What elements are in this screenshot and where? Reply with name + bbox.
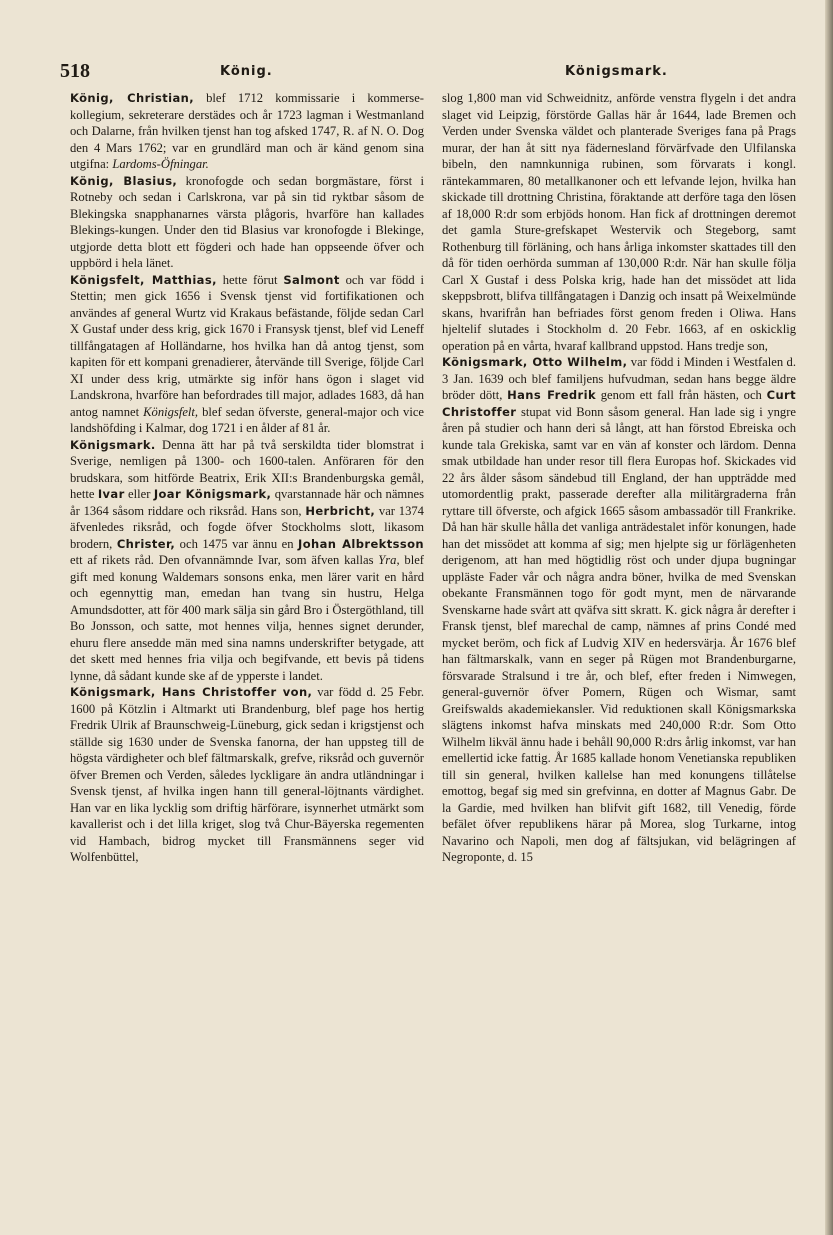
book-title: Lardoms-Öfningar. <box>112 157 209 171</box>
entry-text: qvarstannade här och nämnes år 1364 såsom riddare och riksråd. Hans son, <box>70 487 424 518</box>
entry-text: blef 1712 kommissarie i kommerse-kollegium, sekreterare derstädes och år 1723 lagman i Westmanland och Dalarne, från hvilken tjenst han tog afsked 1747, R. af N. O. Dog den 4 Mars 1762; var en grundlärd man och är känd genom sina utgifna: <box>70 91 424 171</box>
name-emphasis: Curt Christoffer <box>442 388 796 419</box>
entry-headword: Königsmark. <box>70 437 156 452</box>
entry-text: Denna ätt har på två serskildta tider blomstrat i Sverige, nemligen på 1300- och 1600-talen. Anföraren för den brudskara, som hitförde Beatrix, Erik XII:s Brandenburgska gemål, hette <box>70 437 424 501</box>
right-column <box>442 90 796 1205</box>
entry-konigsfelt-matthias <box>70 272 424 437</box>
running-head-left: König. <box>220 64 273 79</box>
entry-headword: König, Blasius, <box>70 173 178 188</box>
entry-text: hette förut <box>216 272 284 287</box>
entry-text: blef gift med konung Waldemars sonsons enka, men lärer varit en hård och egennyttig man, emedan han tvang sin hustru, Helga Amundsdotter, att för 400 mark sälja sin gård Bro i Östergöthland, till Bo Jonsson, och satte, mot hennes vilja, hennes signet derunder, ehuru flere ansedde män med sina namns underskrifter betygade, att det skett med hennes fria vilja och begifvande, ett bevis på tidens lynne, då sådant kunde ske af de ypperste i landet. <box>70 553 424 683</box>
name-italic: Yra, <box>378 553 400 567</box>
left-column <box>70 90 424 1205</box>
entry-konig-blasius <box>70 173 424 272</box>
name-emphasis: Christer, <box>116 536 176 551</box>
name-emphasis: Ivar <box>97 487 125 501</box>
entry-text: kronofogde och sedan borgmästare, först i Rotneby och sedan i Carlskrona, var på sin tid ryktbar såsom de Blekingska snapphanarnes värsta plågoris, hvarföre han kallades Blekings-kungen. Under den tid Blasius var kronofogde i Blekinge, utgjorde detta blott ett fögderi och hade han oppseende öfver och uppbörd i hela länet. <box>70 173 424 270</box>
entry-konig-christian <box>70 90 424 173</box>
entry-konigsmark <box>70 437 424 685</box>
name-emphasis: Hans Fredrik <box>507 388 596 402</box>
name-emphasis: Johan Albrektsson <box>298 536 424 551</box>
entry-konigsmark-otto-wilhelm <box>442 354 796 866</box>
entry-text: var född d. 25 Febr. 1600 på Kötzlin i Altmarkt uti Brandenburg, blef page hos hertig Fredrik Ulrik af Braunschweig-Lüneburg, gick sedan i krigstjenst och ställde sig 1630 under de Svenska fanorna, der han uppsteg till de högsta värdigheter och blef fältmarskalk, grefve, riksråd och guvernör öfver Bremen och Verden, således lyckligare än andra utländningar i Svensk tjenst, af hvilka ingen hann till general-löjtnants värdighet. Han var en lika lycklig som driftig härförare, isynnerhet utmärkt som kavallerist och i det lilla kriget, slog två Chur-Bäyerska regementen vid Hambach, bidrog mycket till Fransmännens seger vid Wolfenbüttel, <box>70 685 424 864</box>
entry-text: var 1374 äfvenledes riksråd, och fogde öfver Stockholms slott, likasom brodern, <box>70 503 424 551</box>
name-emphasis: Joar Königsmark, <box>153 487 272 501</box>
entry-headword: Königsmark, Otto Wilhelm, <box>442 355 628 369</box>
entry-konigsmark-hans-christoffer <box>70 684 424 866</box>
entry-text: och 1475 var ännu en <box>175 536 299 551</box>
page-number: 518 <box>60 60 90 82</box>
entry-text: var född i Minden i Westfalen d. 3 Jan. 1639 och blef familjens hufvudman, sedan hans begge äldre bröder dött, <box>442 355 796 402</box>
entry-headword: König, Christian, <box>70 91 194 105</box>
name-italic: Königsfelt, <box>143 404 199 419</box>
entry-headword: Königsfelt, Matthias, <box>70 272 217 287</box>
entry-headword: Königsmark, Hans Christoffer von, <box>70 685 313 699</box>
page-edge <box>825 0 833 1235</box>
name-emphasis: Salmont <box>283 272 340 287</box>
entry-text: slog 1,800 man vid Schweidnitz, anförde venstra flygeln i det andra slaget vid Leipzig, förstörde Gallas här år 1644, lade Bremen och Verden under Svenska väldet och planterade Sveriges fana på Prags murar, der han åt sitt nya fädernesland förvärfvade den Ulfilanska bibeln, den namnkunniga rubinen, som förvarats i kongl. räntekammaren, 80 metallkanoner och ett lefvande lejon, hvilka han skickade till drottning Christina, föraktande att derföre taga den lösen af 18,000 R:dr som erbjöds honom. Han fick af drottningen deremot det gamla Sture-grefskapet Westervik och Stegeborg, samt Rothenburg till förläning, och hans årliga inkomster skattades till den då för tiden oerhörda summan af 130,000 R:dr. När han skulle följa Carl X Gustaf i dess Polska krig, hade han det missödet att lida skeppsbrott, blifva tillfångatagen i Danzig och insatt på Weixelmünde skans, hvarifrån han befriades först genom freden i Oliwa. Hans hjeltelif slutades i Stockholm d. 20 Febr. 1663, af en oskicklig operation på en vårta, hvaraf kallbrand uppstod. Hans tredje son, <box>442 91 796 353</box>
running-head-right: Königsmark. <box>565 64 668 79</box>
entry-text: stupat vid Bonn såsom general. Han lade sig i yngre åren på studier och hann deri så långt, att han förstod Ebreiska och kunde tala Grekiska, samt var en vän af konster och lärdom. Denna smak utbildade han under resor till flera Europas hof. Skickades vid 22 års ålder såsom sändebud till England, der han uppträdde med utomordentlig prakt, passerade derefter alla militärgraderna från ryttare till öfverste, och afgick 1665 såsom ambassadör till Frankrike. Då han här skulle hålla det vanliga anträdestalet inför konungen, hade han det missödet att komma af sig; men hjelpte sig ur förlägenheten derigenom, att han med högtidlig röst och under djupa bugningar uppläste Fader vår och några andra böner, hvilka de med Svenskan obekante Fransmännen togo för godt mynt, men de närvarande Svenskarne hade svårt att qväfva sitt skratt. K. gick några år derefter i Fransk tjenst, blef marechal de camp, nämnes af prins Condé med mycket beröm, och fick af Ludvig XIV en hedersvärja. År 1676 blef han fältmarskalk, vann en seger på Rügen mot Brandenburgarne, försvarade Stralsund i tre år, och blef, efter freden i Nimwegen, general-guvernör öfver Pomern, Rügen och Wismar, samt Greifswalds akademiekansler. Vid reduktionen skall Königsmarkska slägtens inkomst hafva minskats med 240,000 R:dr. Som Otto Wilhelm likväl ännu hade i behåll 90,000 R:drs årlig inkomst, var han emellertid icke fattig. År 1685 kallade honom Venetianska republiken till sin general, hvilken kallelse han med konungens tillåtelse emottog, begaf sig med sin grefvinna, en dotter af Magnus Gabr. De la Gardie, med hvilken han blifvit gift 1682, till Venedig, förde befälet öfver republikens härar på Morea, slog Turkarne, intog Navarino och Napoli, men dog af fältsjukan, vid belägringen af Negroponte, d. 15 <box>442 404 796 864</box>
entry-text: genom ett fall från hästen, och <box>596 388 767 402</box>
name-emphasis: Herbricht, <box>305 503 376 518</box>
entry-text: blef sedan öfverste, general-major och vice landshöfding i Kalmar, dog 1721 i en ålder af 81 år. <box>70 404 424 435</box>
entry-text: eller <box>124 487 154 501</box>
page-header <box>60 60 780 84</box>
entry-text: ett af rikets råd. Den ofvannämnde Ivar, som äfven kallas <box>70 553 379 567</box>
entry-text: och var född i Stettin; men gick 1656 i Svensk tjenst vid fortifikationen och användes af general Wurtz vid Krakaus befästande, följde sedan Carl X Gustaf under dess krig, gick 1670 i Fransysk tjenst, blef vid Leneff tillfångatagen af Holländarne, hos hvilka han då antog tjenst, som kapiten för ett kompani grenadierer, återvände till Sverige, följde Carl XI under dess krig, utmärkte sig inför hans ögon i slaget vid Landskrona, hvarföre han befordrades till major, adlades 1683, då han antog namnet <box>70 272 424 419</box>
entry-konigsmark-hans-christoffer-continued <box>442 90 796 354</box>
